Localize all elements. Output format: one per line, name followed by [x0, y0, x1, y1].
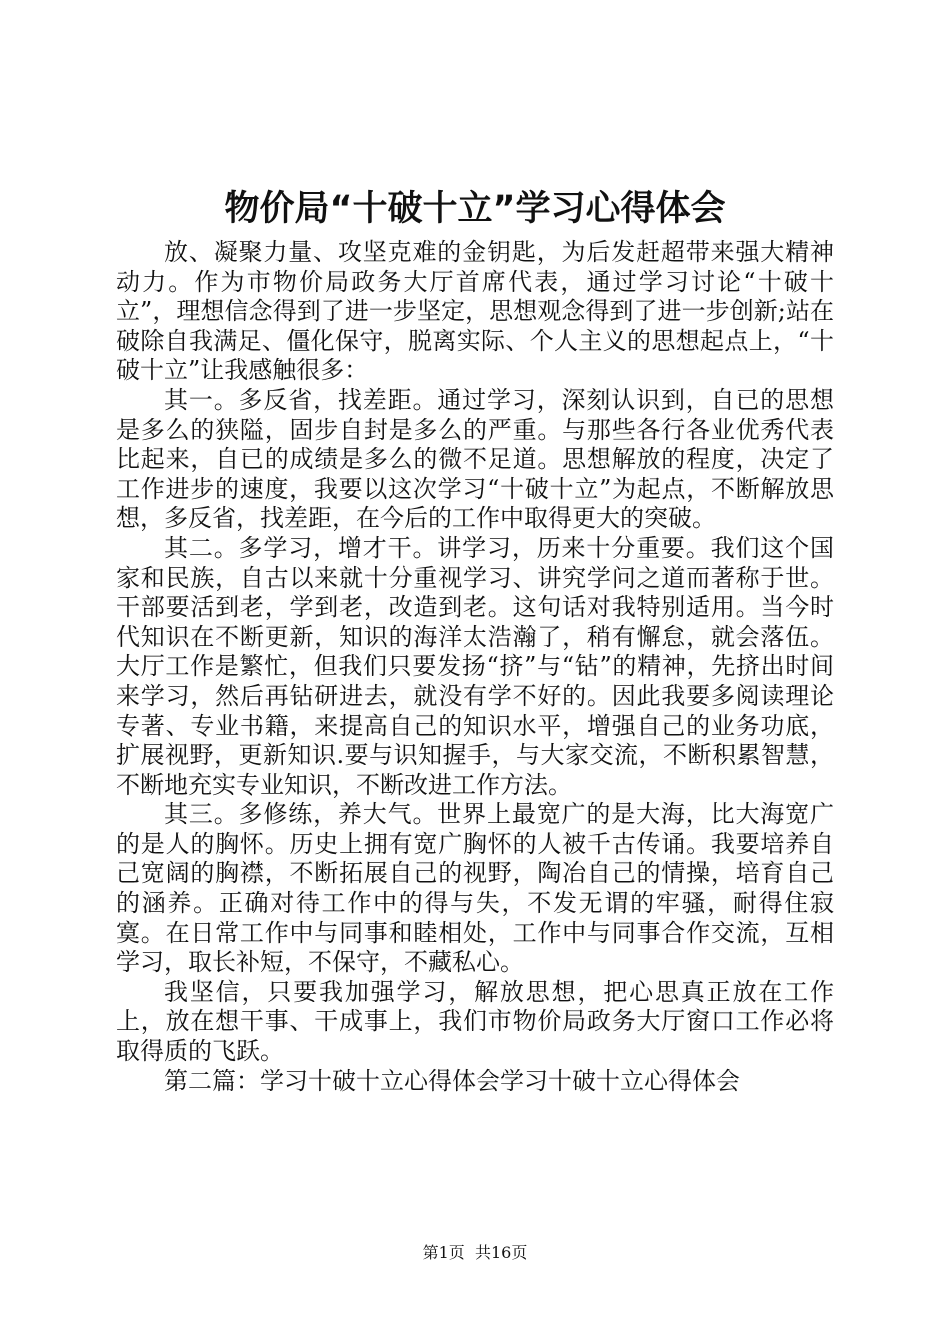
paragraph-intro: 放、凝聚力量、攻坚克难的金钥匙，为后发赶超带来强大精神动力。作为市物价局政务大厅首席代表，通过学习讨论“十破十立”，理想信念得到了进一步坚定，思想观念得到了进一步创新;站在破除自我满足、僵化保守，脱离实际、个人主义的思想起点上，“十破十立”让我感触很多：	[116, 238, 834, 385]
footer-spacer	[465, 1243, 475, 1262]
paragraph-point-two: 其二。多学习，增才干。讲学习，历来十分重要。我们这个国家和民族，自古以来就十分重视学习、讲究学问之道而著称于世。干部要活到老，学到老，改造到老。这句话对我特别适用。当今时代知识在不断更新，知识的海洋太浩瀚了，稍有懈怠，就会落伍。大厅工作是繁忙，但我们只要发扬“挤”与“钻”的精神，先挤出时间来学习，然后再钻研进去，就没有学不好的。因此我要多阅读理论专著、专业书籍，来提高自己的知识水平，增强自己的业务功底，扩展视野，更新知识.要与识知握手，与大家交流，不断积累智慧，不断地充实专业知识，不断改进工作方法。	[116, 533, 834, 799]
page-total: 共16页	[474, 1243, 528, 1262]
page-footer	[0, 1243, 950, 1263]
paragraph-point-three: 其三。多修练，养大气。世界上最宽广的是大海，比大海宽广的是人的胸怀。历史上拥有宽广胸怀的人被千古传诵。我要培养自己宽阔的胸襟，不断拓展自己的视野，陶冶自己的情操，培育自己的涵养。正确对待工作中的得与失，不发无谓的牢骚，耐得住寂寞。在日常工作中与同事和睦相处，工作中与同事合作交流，互相学习，取长补短，不保守，不藏私心。	[116, 800, 834, 977]
page-number: 第1页	[422, 1243, 465, 1262]
paragraph-second-article-heading: 第二篇：学习十破十立心得体会学习十破十立心得体会	[164, 1066, 740, 1095]
document-body	[116, 238, 834, 1096]
paragraph-conclusion: 我坚信，只要我加强学习，解放思想，把心思真正放在工作上，放在想干事、干成事上，我们市物价局政务大厅窗口工作必将取得质的飞跃。	[116, 977, 834, 1066]
document-title: 物价局“十破十立”学习心得体会	[224, 189, 726, 229]
paragraph-point-one: 其一。多反省，找差距。通过学习，深刻认识到，自已的思想是多么的狭隘，固步自封是多么的严重。与那些各行各业优秀代表比起来，自已的成绩是多么的微不足道。思想解放的程度，决定了工作进步的速度，我要以这次学习“十破十立”为起点，不断解放思想，多反省，找差距，在今后的工作中取得更大的突破。	[116, 385, 834, 533]
